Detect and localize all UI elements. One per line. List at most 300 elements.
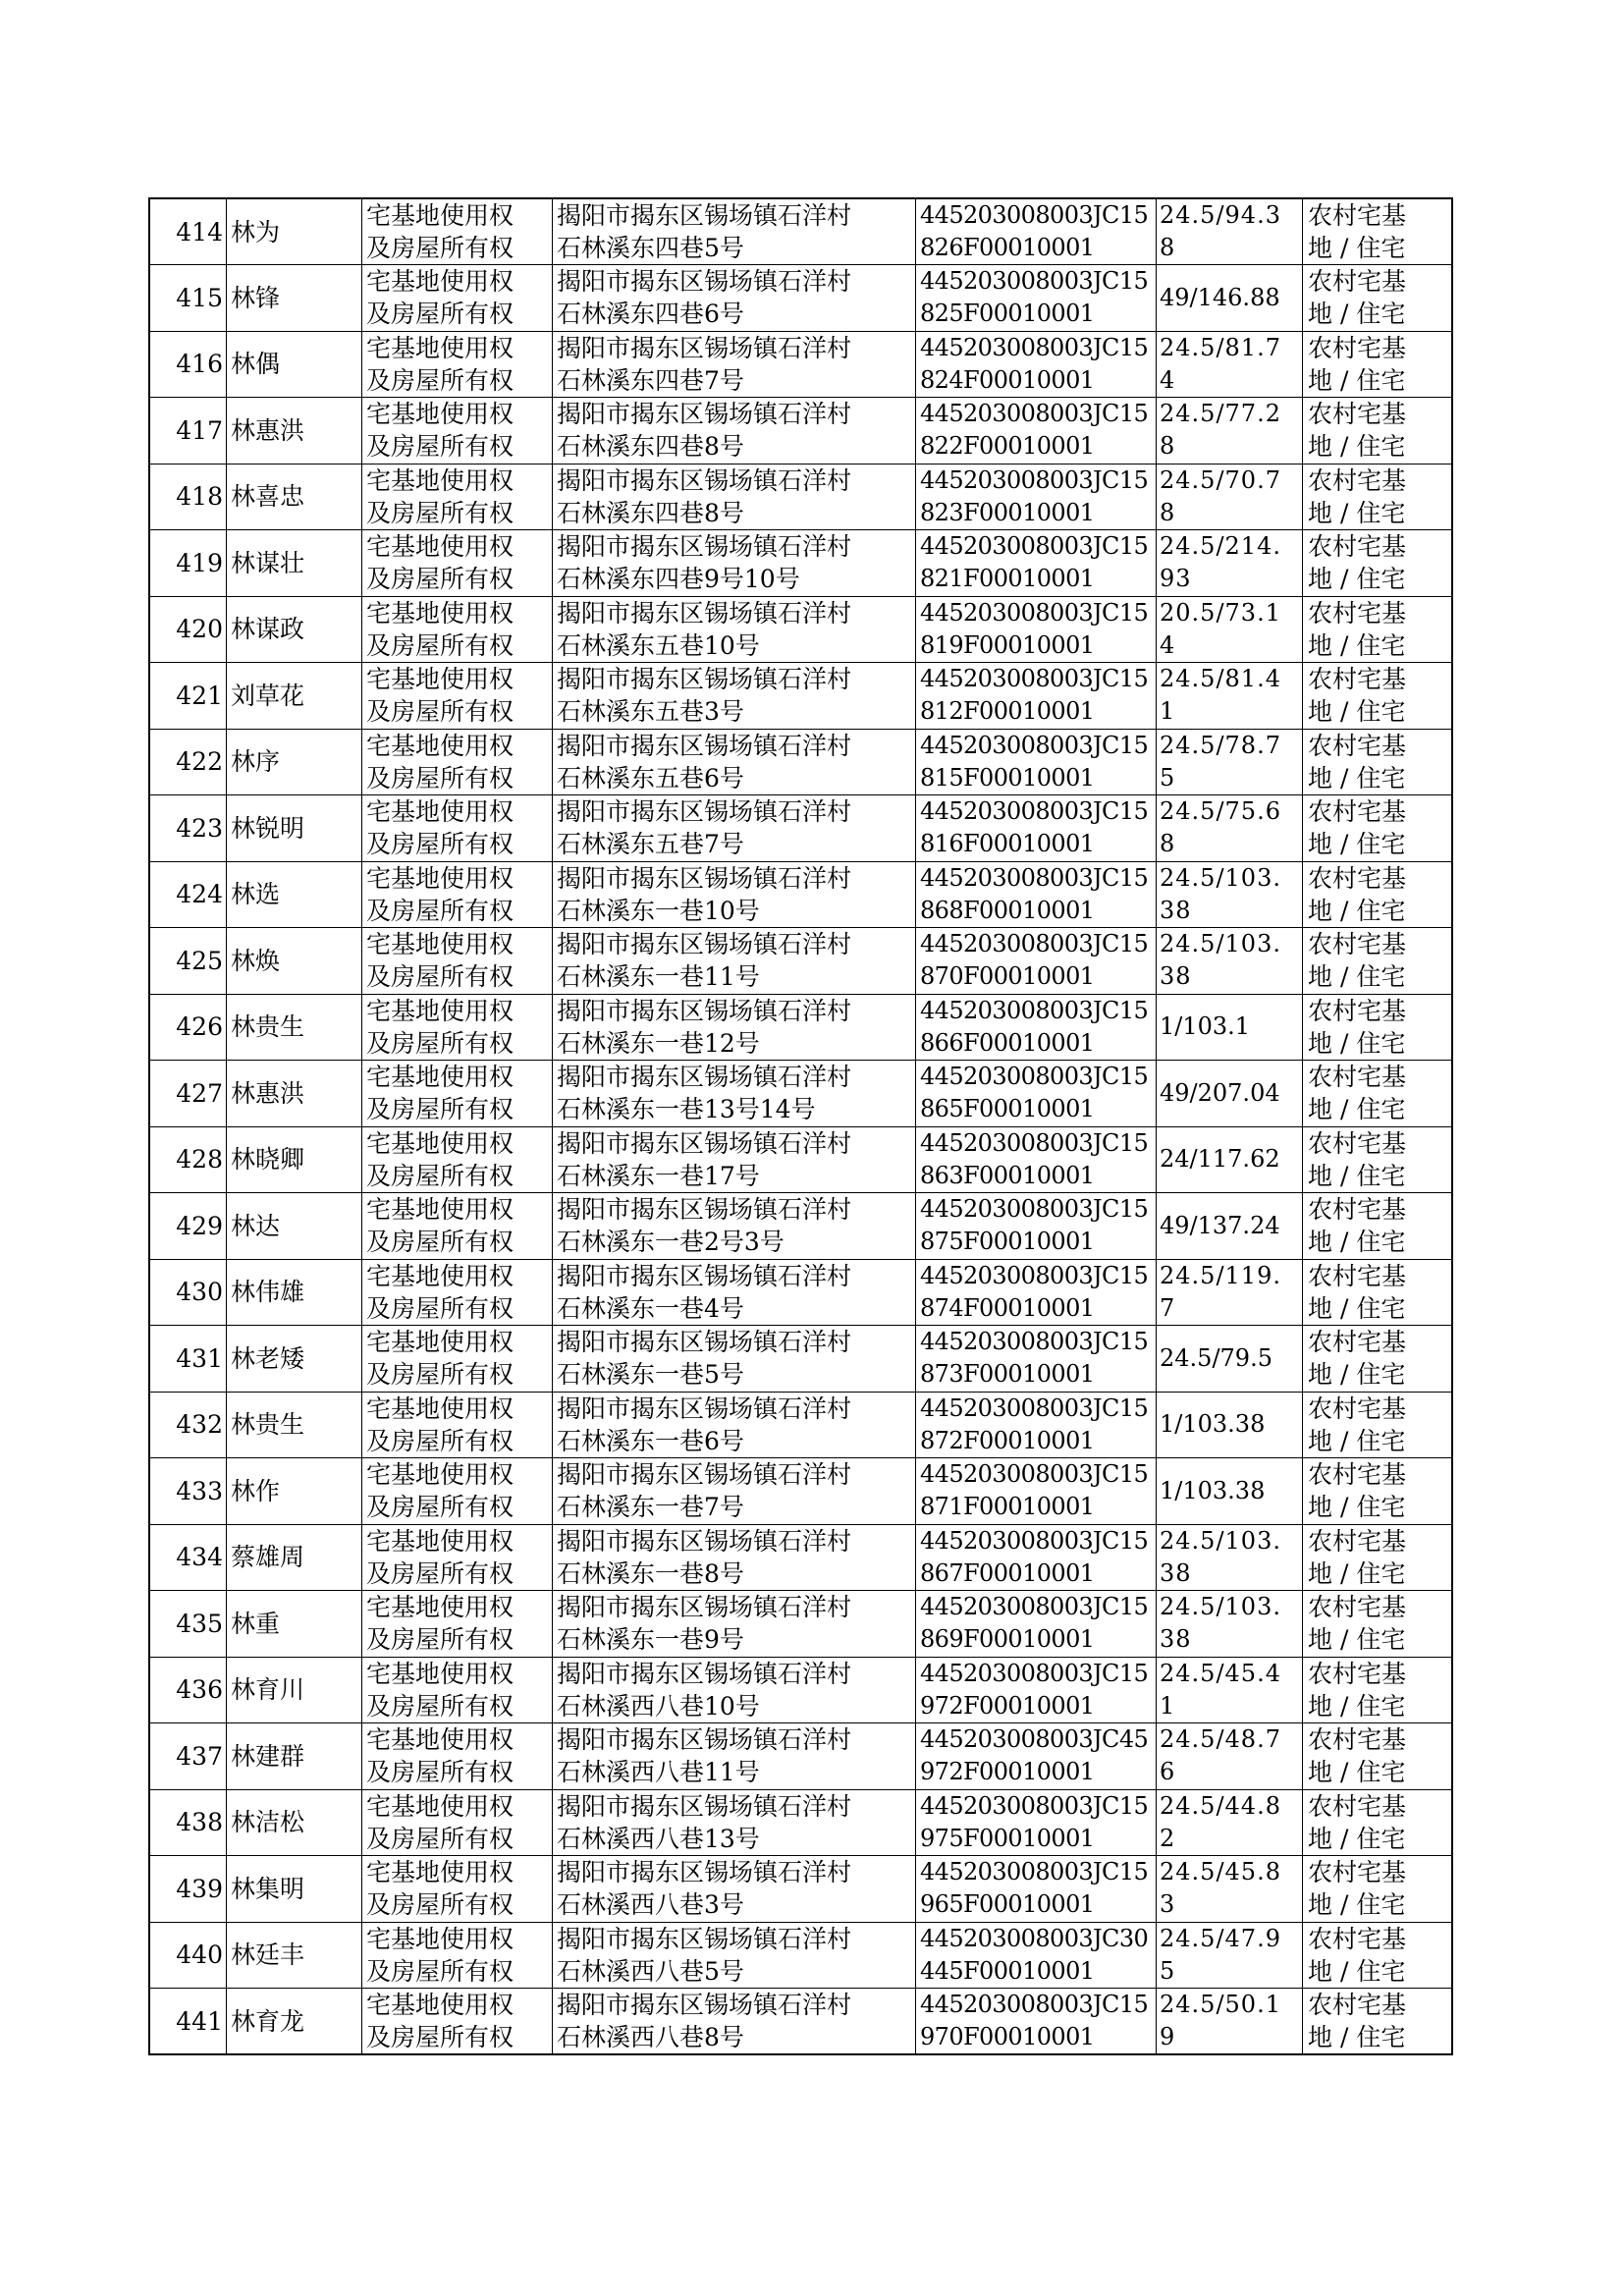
right-type-line-2: 及房屋所有权 [366,697,514,727]
land-use-cell [1303,861,1453,928]
owner-name-cell [227,398,362,464]
right-type-line-2: 及房屋所有权 [366,1028,514,1058]
unit-code-line-2: 812F00010001 [920,697,1095,726]
unit-code-line-1: 445203008003JC15 [920,863,1149,892]
land-use-line-1: 农村宅基 [1308,1858,1407,1887]
record-number: 436 [176,1675,223,1705]
address-line-2: 石林溪东四巷6号 [557,300,744,329]
unit-code-cell [916,1657,1157,1723]
land-use-line-1: 农村宅基 [1308,1991,1407,2019]
record-number: 438 [176,1808,223,1837]
unit-code-line-1: 445203008003JC15 [920,797,1149,826]
right-type-line-1: 宅基地使用权 [366,1063,514,1092]
area-value: 24.5/103.38 [1160,863,1281,924]
record-number: 437 [176,1741,223,1771]
owner-name: 林贵生 [231,1410,305,1440]
unit-code-cell [916,1061,1157,1127]
record-number-cell [149,1989,227,2055]
area-value: 24.5/81.41 [1160,665,1281,726]
table-row [149,1061,1452,1127]
owner-name: 林育龙 [231,2006,305,2036]
right-type-cell [362,1856,553,1923]
area-value: 24.5/119.7 [1160,1261,1281,1322]
record-number-cell [149,1922,227,1989]
land-use-line-1: 农村宅基 [1308,1328,1407,1357]
owner-name: 林老矮 [231,1343,305,1373]
right-type-line-1: 宅基地使用权 [366,731,514,760]
unit-code-line-2: 824F00010001 [920,365,1095,394]
area-value: 20.5/73.14 [1160,598,1281,659]
address-cell [553,1657,916,1723]
record-number: 428 [176,1145,223,1175]
table-row [149,1259,1452,1326]
unit-code-line-2: 874F00010001 [920,1293,1095,1322]
unit-code-line-1: 445203008003JC15 [920,930,1149,958]
address-line-1: 揭阳市揭东区锡场镇石洋村 [557,1593,852,1622]
address-cell [553,861,916,928]
record-number-cell [149,1591,227,1658]
unit-code-cell [916,1789,1157,1856]
address-cell [553,1989,916,2055]
owner-name: 林集明 [231,1874,305,1903]
unit-code-line-2: 972F00010001 [920,1758,1095,1786]
table-row [149,331,1452,398]
table-row [149,1591,1452,1658]
record-number-cell [149,1657,227,1723]
owner-name: 林喜忠 [231,482,305,512]
address-line-1: 揭阳市揭东区锡场镇石洋村 [557,267,852,297]
land-use-line-2: 地 / 住宅 [1308,1956,1406,1986]
address-line-1: 揭阳市揭东区锡场镇石洋村 [557,863,852,893]
area-cell [1157,1061,1303,1127]
table-row [149,928,1452,995]
right-type-cell [362,1392,553,1458]
record-number: 420 [176,615,223,644]
table-row [149,1723,1452,1790]
land-use-line-1: 农村宅基 [1308,1526,1407,1556]
unit-code-cell [916,1989,1157,2055]
land-use-line-2: 地 / 住宅 [1308,763,1406,792]
owner-name: 林惠洪 [231,1078,305,1108]
owner-name-cell [227,1458,362,1525]
address-cell [553,994,916,1061]
land-use-line-2: 地 / 住宅 [1308,234,1406,262]
address-line-2: 石林溪东五巷3号 [557,697,744,727]
area-value: 24.5/47.95 [1160,1924,1281,1985]
record-number: 431 [176,1343,223,1373]
area-cell [1157,1989,1303,2055]
right-type-cell [362,1126,553,1193]
address-line-1: 揭阳市揭东区锡场镇石洋村 [557,1791,852,1821]
right-type-line-1: 宅基地使用权 [366,863,514,893]
owner-name-cell [227,795,362,862]
right-type-line-2: 及房屋所有权 [366,1360,514,1390]
land-use-line-1: 农村宅基 [1308,1195,1407,1225]
unit-code-line-2: 965F00010001 [920,1890,1095,1919]
unit-code-line-1: 445203008003JC15 [920,201,1149,229]
right-type-line-1: 宅基地使用权 [366,1725,514,1755]
land-use-cell [1303,663,1453,730]
record-number: 422 [176,747,223,777]
right-type-cell [362,994,553,1061]
land-use-line-2: 地 / 住宅 [1308,697,1406,727]
land-use-line-1: 农村宅基 [1308,465,1407,495]
owner-name: 林焕 [231,946,281,975]
table-row [149,663,1452,730]
land-use-line-1: 农村宅基 [1308,665,1407,694]
area-cell [1157,1723,1303,1790]
land-use-cell [1303,1326,1453,1393]
unit-code-cell [916,663,1157,730]
unit-code-cell [916,1591,1157,1658]
land-use-cell [1303,530,1453,597]
table-row [149,1657,1452,1723]
area-cell [1157,1392,1303,1458]
right-type-line-1: 宅基地使用权 [366,930,514,959]
address-line-1: 揭阳市揭东区锡场镇石洋村 [557,1526,852,1556]
address-line-2: 石林溪东一巷10号 [557,896,760,925]
owner-name-cell [227,663,362,730]
address-line-2: 石林溪东四巷7号 [557,365,744,395]
table-row [149,1856,1452,1923]
records-table [148,197,1453,2055]
unit-code-cell [916,398,1157,464]
right-type-cell [362,795,553,862]
address-line-1: 揭阳市揭东区锡场镇石洋村 [557,1063,852,1092]
area-cell [1157,729,1303,795]
table-row [149,1789,1452,1856]
area-value: 49/146.88 [1160,283,1280,311]
land-use-cell [1303,265,1453,332]
unit-code-line-1: 445203008003JC15 [920,1659,1149,1687]
record-number: 429 [176,1211,223,1240]
owner-name: 林作 [231,1476,281,1505]
address-line-2: 石林溪东一巷7号 [557,1493,744,1522]
area-value: 24.5/81.74 [1160,333,1281,394]
owner-name: 林伟雄 [231,1278,305,1307]
land-use-cell [1303,1922,1453,1989]
unit-code-line-1: 445203008003JC15 [920,333,1149,361]
right-type-cell [362,1458,553,1525]
right-type-line-2: 及房屋所有权 [366,630,514,660]
address-line-1: 揭阳市揭东区锡场镇石洋村 [557,1858,852,1887]
area-cell [1157,1126,1303,1193]
area-cell [1157,928,1303,995]
record-number-cell [149,530,227,597]
area-cell [1157,1193,1303,1260]
area-value: 24.5/45.83 [1160,1858,1281,1919]
land-use-line-2: 地 / 住宅 [1308,565,1406,594]
record-number-cell [149,1061,227,1127]
right-type-line-2: 及房屋所有权 [366,896,514,925]
land-use-line-2: 地 / 住宅 [1308,1028,1406,1058]
unit-code-line-1: 445203008003JC15 [920,1261,1149,1289]
land-use-line-2: 地 / 住宅 [1308,365,1406,395]
unit-code-cell [916,1922,1157,1989]
right-type-cell [362,729,553,795]
land-use-line-2: 地 / 住宅 [1308,498,1406,527]
area-cell [1157,1524,1303,1591]
land-use-cell [1303,1126,1453,1193]
unit-code-line-2: 975F00010001 [920,1824,1095,1852]
right-type-line-1: 宅基地使用权 [366,400,514,429]
record-number-cell [149,464,227,530]
land-use-line-2: 地 / 住宅 [1308,962,1406,992]
owner-name: 林谋政 [231,615,305,644]
land-use-line-1: 农村宅基 [1308,1725,1407,1755]
unit-code-line-2: 870F00010001 [920,962,1095,991]
owner-name-cell [227,198,362,265]
land-use-cell [1303,1392,1453,1458]
record-number: 424 [176,880,223,909]
right-type-line-2: 及房屋所有权 [366,1956,514,1986]
unit-code-line-1: 445203008003JC15 [920,1328,1149,1356]
unit-code-line-2: 863F00010001 [920,1161,1095,1189]
land-use-cell [1303,198,1453,265]
area-cell [1157,398,1303,464]
right-type-cell [362,663,553,730]
record-number-cell [149,861,227,928]
unit-code-line-2: 875F00010001 [920,1228,1095,1256]
right-type-line-2: 及房屋所有权 [366,498,514,527]
right-type-line-1: 宅基地使用权 [366,267,514,297]
owner-name-cell [227,1259,362,1326]
area-cell [1157,530,1303,597]
area-value: 24.5/70.78 [1160,465,1281,526]
owner-name-cell [227,596,362,663]
record-number-cell [149,795,227,862]
address-line-1: 揭阳市揭东区锡场镇石洋村 [557,1261,852,1290]
right-type-cell [362,398,553,464]
land-use-cell [1303,596,1453,663]
area-cell [1157,464,1303,530]
unit-code-line-1: 445203008003JC15 [920,267,1149,296]
land-use-line-1: 农村宅基 [1308,1393,1407,1423]
owner-name-cell [227,265,362,332]
land-use-line-2: 地 / 住宅 [1308,1360,1406,1390]
unit-code-line-1: 445203008003JC15 [920,996,1149,1024]
right-type-line-1: 宅基地使用权 [366,1791,514,1821]
right-type-line-1: 宅基地使用权 [366,1593,514,1622]
record-number-cell [149,1326,227,1393]
owner-name: 林达 [231,1211,281,1240]
unit-code-line-1: 445203008003JC15 [920,1393,1149,1422]
address-line-1: 揭阳市揭东区锡场镇石洋村 [557,1659,852,1688]
record-number: 432 [176,1410,223,1440]
unit-code-cell [916,1193,1157,1260]
area-value: 24.5/50.19 [1160,1991,1281,2050]
table-row [149,530,1452,597]
unit-code-line-2: 816F00010001 [920,830,1095,858]
address-cell [553,1392,916,1458]
right-type-line-2: 及房屋所有权 [366,763,514,792]
right-type-line-1: 宅基地使用权 [366,333,514,362]
right-type-line-2: 及房屋所有权 [366,1758,514,1787]
address-line-2: 石林溪东一巷5号 [557,1360,744,1390]
unit-code-cell [916,331,1157,398]
right-type-line-1: 宅基地使用权 [366,1261,514,1290]
record-number-cell [149,1524,227,1591]
area-cell [1157,663,1303,730]
land-use-line-1: 农村宅基 [1308,1659,1407,1688]
unit-code-cell [916,795,1157,862]
right-type-line-2: 及房屋所有权 [366,1824,514,1853]
right-type-line-1: 宅基地使用权 [366,1991,514,2019]
land-use-line-1: 农村宅基 [1308,1460,1407,1490]
address-line-1: 揭阳市揭东区锡场镇石洋村 [557,1460,852,1490]
unit-code-line-2: 445F00010001 [920,1956,1095,1985]
address-line-1: 揭阳市揭东区锡场镇石洋村 [557,201,852,230]
right-type-line-2: 及房屋所有权 [366,1161,514,1190]
address-line-2: 石林溪西八巷3号 [557,1890,744,1920]
right-type-line-2: 及房屋所有权 [366,565,514,594]
area-cell [1157,1856,1303,1923]
area-value: 1/103.38 [1160,1476,1266,1504]
right-type-line-1: 宅基地使用权 [366,797,514,827]
unit-code-cell [916,729,1157,795]
land-use-line-2: 地 / 住宅 [1308,1095,1406,1124]
right-type-cell [362,1259,553,1326]
address-line-1: 揭阳市揭东区锡场镇石洋村 [557,598,852,628]
table-row [149,1458,1452,1525]
land-use-cell [1303,729,1453,795]
table-row [149,1922,1452,1989]
land-use-line-1: 农村宅基 [1308,797,1407,827]
address-line-1: 揭阳市揭东区锡场镇石洋村 [557,1725,852,1755]
land-use-line-2: 地 / 住宅 [1308,1293,1406,1323]
land-use-cell [1303,1259,1453,1326]
land-use-cell [1303,1061,1453,1127]
record-number-cell [149,1856,227,1923]
record-number-cell [149,1789,227,1856]
address-line-1: 揭阳市揭东区锡场镇石洋村 [557,1328,852,1357]
right-type-line-1: 宅基地使用权 [366,1195,514,1225]
address-line-2: 石林溪西八巷5号 [557,1956,744,1986]
owner-name: 林偶 [231,350,281,379]
record-number: 434 [176,1543,223,1572]
owner-name-cell [227,1989,362,2055]
address-cell [553,1193,916,1260]
land-use-cell [1303,795,1453,862]
unit-code-line-2: 823F00010001 [920,498,1095,526]
address-cell [553,795,916,862]
address-cell [553,928,916,995]
address-cell [553,331,916,398]
address-line-2: 石林溪东一巷2号3号 [557,1228,785,1257]
area-cell [1157,1657,1303,1723]
address-cell [553,1856,916,1923]
land-use-line-2: 地 / 住宅 [1308,2023,1406,2051]
owner-name: 林贵生 [231,1012,305,1042]
table-row [149,1326,1452,1393]
right-type-line-2: 及房屋所有权 [366,1625,514,1655]
address-cell [553,1259,916,1326]
land-use-line-1: 农村宅基 [1308,400,1407,429]
owner-name: 林育川 [231,1675,305,1705]
land-use-cell [1303,398,1453,464]
address-line-2: 石林溪东四巷8号 [557,432,744,462]
unit-code-line-2: 825F00010001 [920,300,1095,328]
right-type-line-1: 宅基地使用权 [366,1328,514,1357]
right-type-line-1: 宅基地使用权 [366,1924,514,1953]
right-type-cell [362,1789,553,1856]
land-use-line-1: 农村宅基 [1308,1924,1407,1953]
address-cell [553,198,916,265]
table-row [149,1524,1452,1591]
land-use-cell [1303,464,1453,530]
record-number-cell [149,1458,227,1525]
unit-code-cell [916,265,1157,332]
right-type-line-2: 及房屋所有权 [366,1228,514,1257]
unit-code-line-1: 445203008003JC15 [920,1791,1149,1820]
address-line-1: 揭阳市揭东区锡场镇石洋村 [557,400,852,429]
land-use-line-2: 地 / 住宅 [1308,1558,1406,1588]
owner-name: 蔡雄周 [231,1543,305,1572]
land-use-line-1: 农村宅基 [1308,863,1407,893]
land-use-line-2: 地 / 住宅 [1308,1228,1406,1257]
record-number-cell [149,1193,227,1260]
record-number-cell [149,265,227,332]
right-type-line-2: 及房屋所有权 [366,432,514,462]
table-row [149,1989,1452,2055]
land-use-cell [1303,1723,1453,1790]
record-number-cell [149,994,227,1061]
address-line-2: 石林溪东四巷9号10号 [557,565,800,594]
land-use-cell [1303,1524,1453,1591]
address-cell [553,1061,916,1127]
owner-name: 林廷丰 [231,1940,305,1970]
records-body [149,198,1452,2054]
area-cell [1157,331,1303,398]
address-line-1: 揭阳市揭东区锡场镇石洋村 [557,465,852,495]
record-number-cell [149,331,227,398]
table-row [149,795,1452,862]
owner-name: 林惠洪 [231,415,305,445]
record-number: 440 [176,1940,223,1970]
address-cell [553,398,916,464]
record-number: 419 [176,548,223,577]
land-use-line-2: 地 / 住宅 [1308,1758,1406,1787]
right-type-line-2: 及房屋所有权 [366,300,514,329]
unit-code-line-2: 822F00010001 [920,432,1095,461]
record-number: 416 [176,350,223,379]
owner-name-cell [227,729,362,795]
record-number-cell [149,663,227,730]
address-line-2: 石林溪东一巷9号 [557,1625,744,1655]
record-number: 414 [176,217,223,246]
owner-name: 林洁松 [231,1808,305,1837]
table-row [149,1392,1452,1458]
record-number: 418 [176,482,223,512]
owner-name: 林重 [231,1609,281,1638]
address-line-2: 石林溪东一巷8号 [557,1558,744,1588]
table-row [149,861,1452,928]
address-cell [553,1789,916,1856]
address-line-2: 石林溪东四巷5号 [557,234,744,262]
address-line-2: 石林溪东一巷13号14号 [557,1095,816,1124]
unit-code-cell [916,1723,1157,1790]
owner-name: 林建群 [231,1741,305,1771]
area-cell [1157,596,1303,663]
land-use-line-2: 地 / 住宅 [1308,1493,1406,1522]
record-number-cell [149,1259,227,1326]
right-type-line-2: 及房屋所有权 [366,830,514,859]
land-use-line-1: 农村宅基 [1308,598,1407,628]
table-row [149,596,1452,663]
unit-code-line-2: 826F00010001 [920,234,1095,261]
land-use-line-2: 地 / 住宅 [1308,1824,1406,1853]
land-use-line-1: 农村宅基 [1308,930,1407,959]
